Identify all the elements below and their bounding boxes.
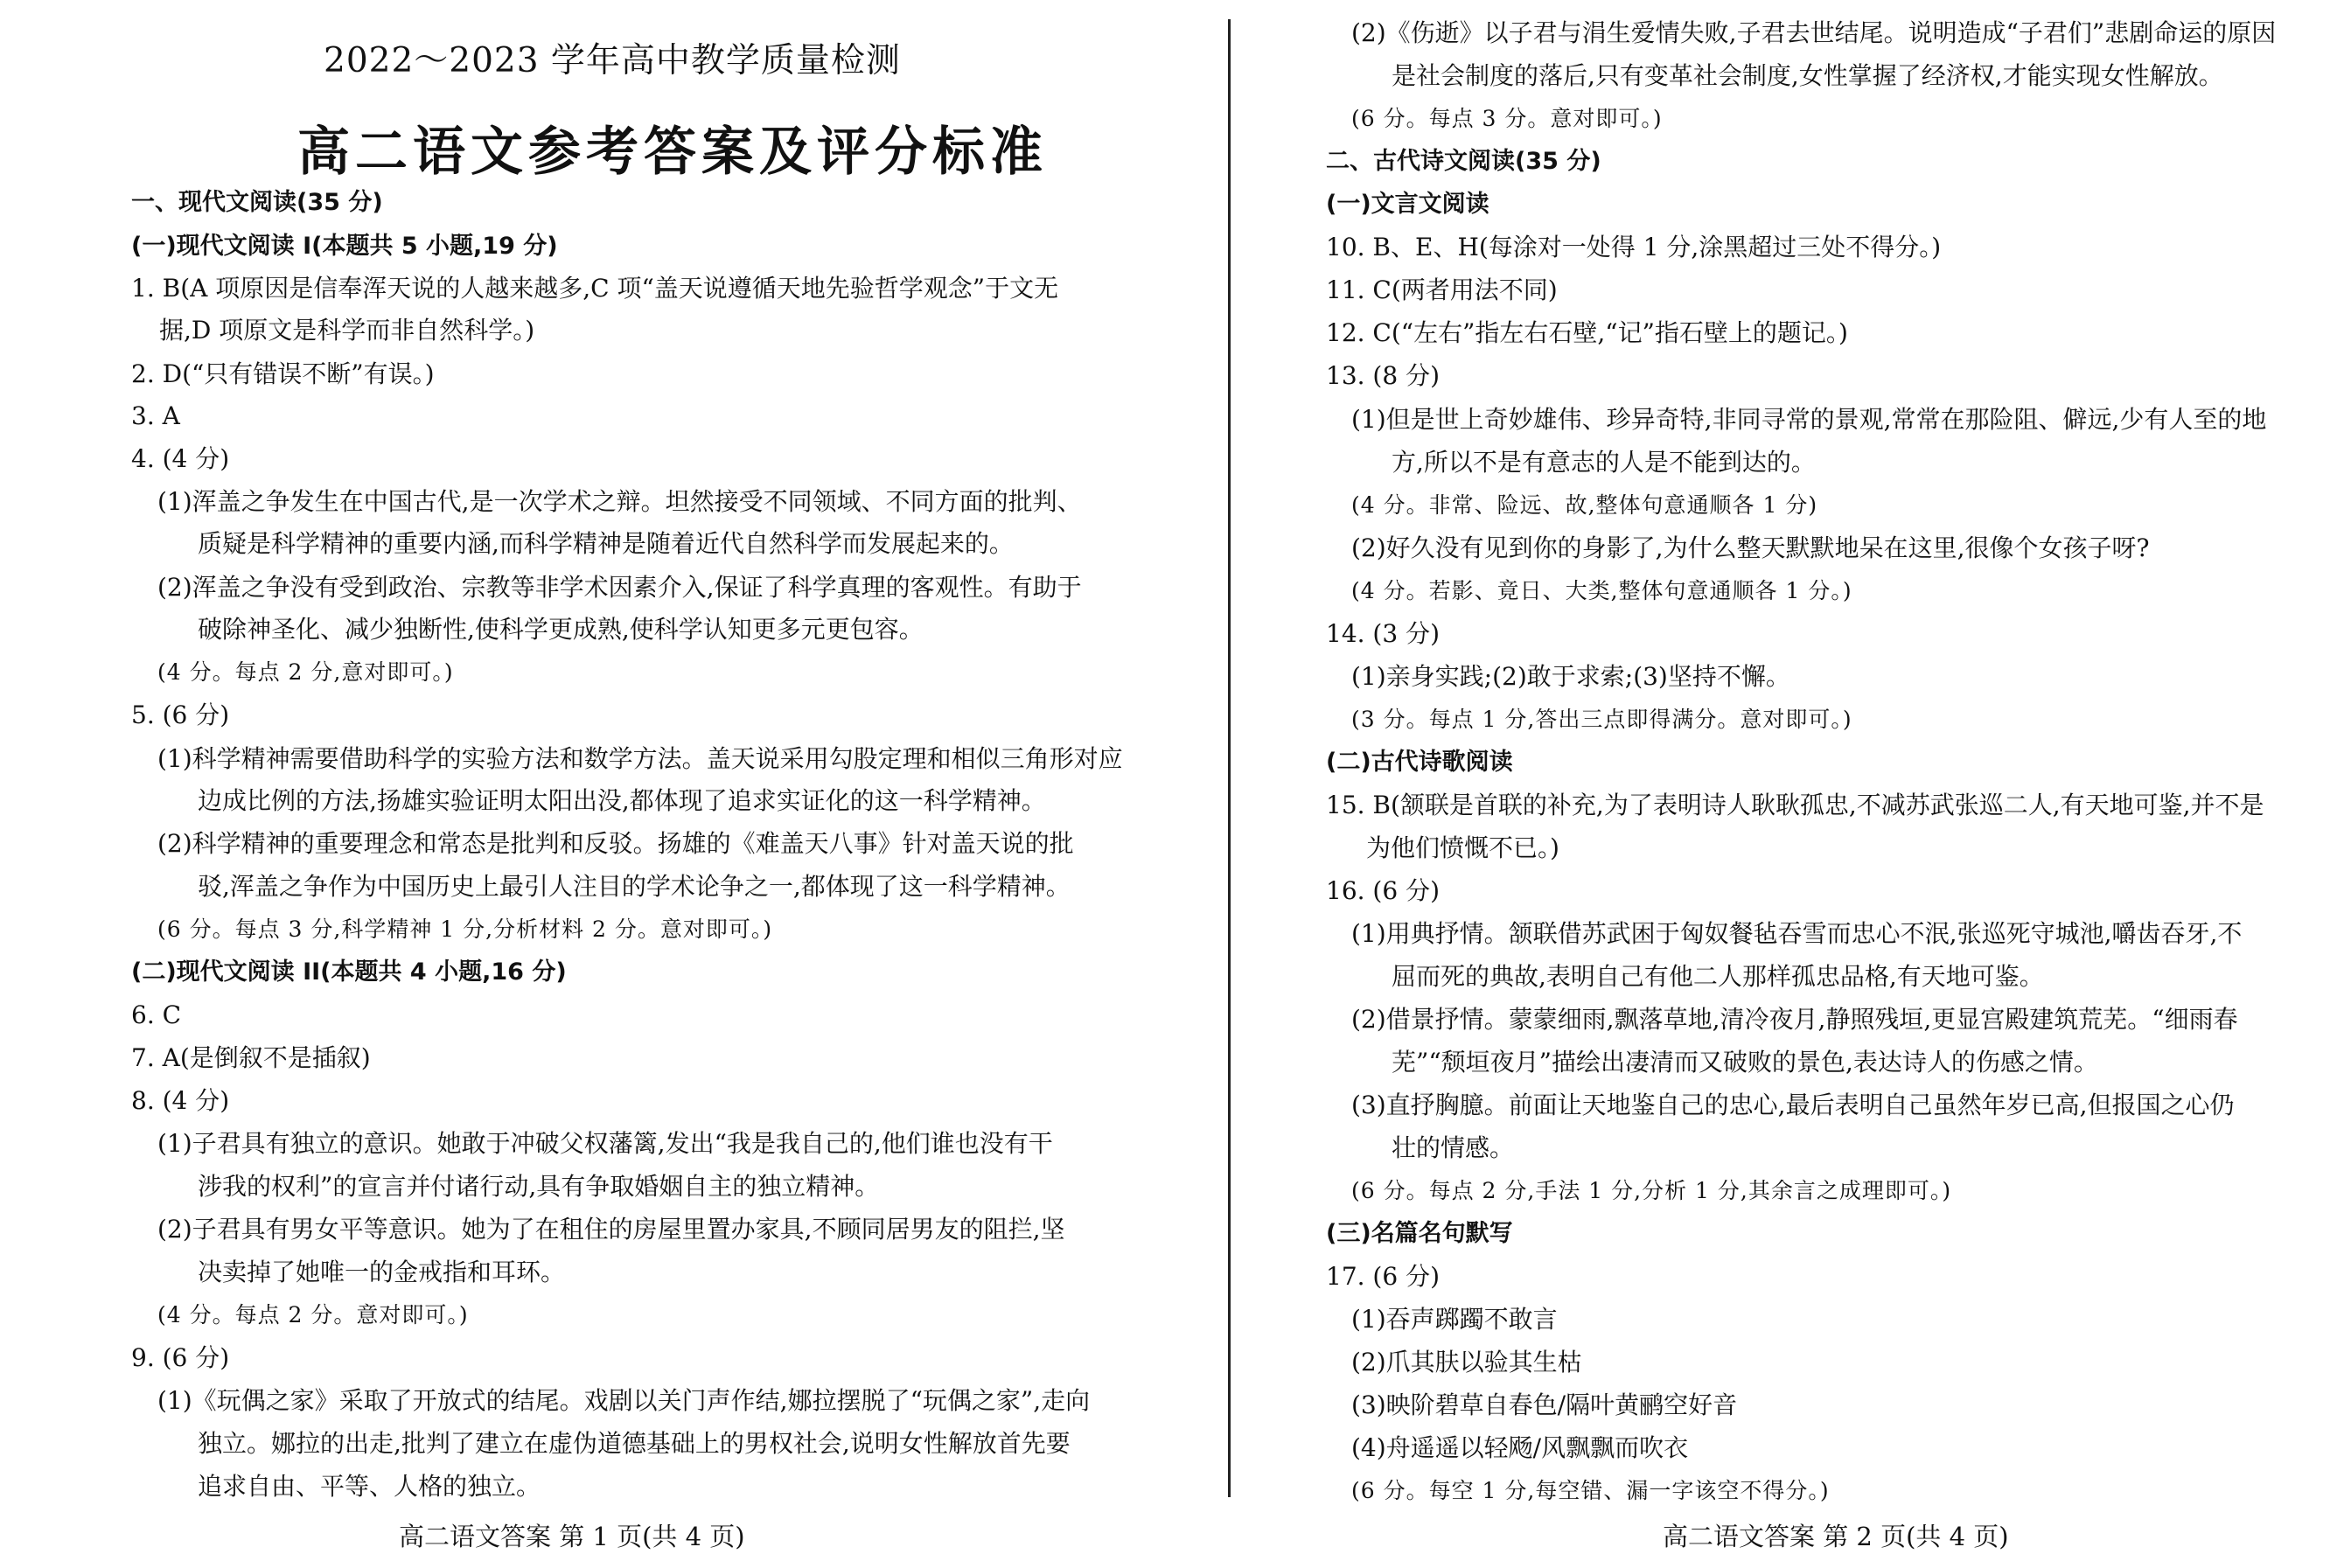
left-answer-line: 5. (6 分)	[131, 700, 230, 729]
right-section-heading: 二、古代诗文阅读(35 分)	[1326, 148, 1601, 175]
right-answer-line: 16. (6 分)	[1326, 876, 1440, 905]
left-answer-line: 据,D 项原文是科学而非自然科学。)	[159, 316, 535, 345]
left-answer-line: (2)浑盖之争没有受到政治、宗教等非学术因素介入,保证了科学真理的客观性。有助于	[157, 573, 1082, 602]
left-answer-line: 4. (4 分)	[131, 444, 230, 473]
right-answer-line: 15. B(颔联是首联的补充,为了表明诗人耿耿孤忠,不减苏武张巡二人,有天地可鉴,并不是	[1326, 791, 2264, 819]
left-answer-line: 6. C	[131, 1000, 182, 1029]
page-footer-2: 高二语文答案 第 2 页(共 4 页)	[1663, 1522, 2009, 1551]
left-section-heading: (一)现代文阅读 I(本题共 5 小题,19 分)	[131, 233, 558, 260]
right-answer-line: 为他们愤慨不已。)	[1366, 833, 1559, 862]
exam-subtitle: 2022～2023 学年高中教学质量检测	[324, 41, 901, 80]
right-section-heading: (三)名篇名句默写	[1326, 1220, 1513, 1247]
left-answer-line: 9. (6 分)	[131, 1343, 230, 1372]
right-answer-line: (1)吞声踯躅不敢言	[1351, 1305, 1558, 1334]
right-answer-line: (2)借景抒情。蒙蒙细雨,飘落草地,清冷夜月,静照残垣,更显宫殿建筑荒芜。“细雨春	[1351, 1005, 2238, 1034]
left-answer-line: 决卖掉了她唯一的金戒指和耳环。	[198, 1258, 566, 1286]
left-answer-line: 8. (4 分)	[131, 1086, 230, 1115]
right-answer-line: 壮的情感。	[1392, 1133, 1515, 1162]
left-answer-line: 破除神圣化、减少独断性,使科学更成熟,使科学认知更多元更包容。	[198, 615, 924, 644]
left-answer-line: 2. D(“只有错误不断”有误。)	[131, 359, 435, 388]
left-answer-line: (2)子君具有男女平等意识。她为了在租住的房屋里置办家具,不顾同居男友的阻拦,坚	[157, 1215, 1065, 1244]
right-answer-line: (3)直抒胸臆。前面让天地鉴自己的忠心,最后表明自己虽然年岁已高,但报国之心仍	[1351, 1091, 2235, 1119]
right-answer-line: (2)《伤逝》以子君与涓生爱情失败,子君去世结尾。说明造成“子君们”悲剧命运的原因	[1351, 18, 2277, 47]
left-section-heading: 一、现代文阅读(35 分)	[131, 189, 383, 216]
right-answer-line: 屈而死的典故,表明自己有他二人那样孤忠品格,有天地可鉴。	[1392, 962, 2044, 991]
left-answer-line: (1)《玩偶之家》采取了开放式的结尾。戏剧以关门声作结,娜拉摆脱了“玩偶之家”,走向	[157, 1386, 1091, 1415]
right-scoring-note: (6 分。每空 1 分,每空错、漏一字该空不得分。)	[1351, 1478, 1830, 1503]
left-scoring-note: (4 分。每点 2 分,意对即可。)	[157, 659, 454, 685]
right-answer-line: 11. C(两者用法不同)	[1326, 275, 1558, 304]
right-answer-line: 14. (3 分)	[1326, 619, 1440, 648]
left-answer-line: 7. A(是倒叙不是插叙)	[131, 1043, 371, 1072]
left-answer-line: 涉我的权利”的宣言并付诸行动,具有争取婚姻自主的独立精神。	[198, 1172, 880, 1201]
right-answer-line: (3)映阶碧草自春色/隔叶黄鹂空好音	[1351, 1390, 1738, 1419]
left-section-heading: (二)现代文阅读 II(本题共 4 小题,16 分)	[131, 958, 567, 986]
right-answer-line: 17. (6 分)	[1326, 1262, 1440, 1291]
right-scoring-note: (4 分。非常、险远、故,整体句意通顺各 1 分)	[1351, 492, 1818, 518]
left-answer-line: 驳,浑盖之争作为中国历史上最引人注目的学术论争之一,都体现了这一科学精神。	[198, 872, 1071, 901]
right-scoring-note: (4 分。若影、竟日、大类,整体句意通顺各 1 分。)	[1351, 578, 1852, 603]
right-answer-line: (1)用典抒情。颔联借苏武困于匈奴餐毡吞雪而忠心不泯,张巡死守城池,嚼齿吞牙,不	[1351, 919, 2243, 948]
right-answer-line: (2)好久没有见到你的身影了,为什么整天默默地呆在这里,很像个女孩子呀?	[1351, 533, 2150, 562]
document-title: 高二语文参考答案及评分标准	[297, 122, 1048, 183]
right-answer-line: (1)但是世上奇妙雄伟、珍异奇特,非同寻常的景观,常常在那险阻、僻远,少有人至的地	[1351, 405, 2267, 434]
right-scoring-note: (6 分。每点 2 分,手法 1 分,分析 1 分,其余言之成理即可。)	[1351, 1178, 1952, 1203]
left-answer-line: 追求自由、平等、人格的独立。	[198, 1472, 541, 1501]
left-answer-line: 3. A	[131, 401, 180, 430]
left-answer-line: 独立。娜拉的出走,批判了建立在虚伪道德基础上的男权社会,说明女性解放首先要	[198, 1429, 1071, 1458]
left-answer-line: 质疑是科学精神的重要内涵,而科学精神是随着近代自然科学而发展起来的。	[198, 529, 1014, 558]
left-answer-line: 边成比例的方法,扬雄实验证明太阳出没,都体现了追求实证化的这一科学精神。	[198, 786, 1046, 815]
right-answer-line: (1)亲身实践;(2)敢于求索;(3)坚持不懈。	[1351, 662, 1790, 691]
left-answer-line: (1)浑盖之争发生在中国古代,是一次学术之辩。坦然接受不同领域、不同方面的批判、	[157, 487, 1082, 516]
right-answer-line: (4)舟遥遥以轻飏/风飘飘而吹衣	[1351, 1433, 1689, 1462]
left-scoring-note: (6 分。每点 3 分,科学精神 1 分,分析材料 2 分。意对即可。)	[157, 916, 773, 942]
page-footer-1: 高二语文答案 第 1 页(共 4 页)	[399, 1522, 745, 1551]
right-section-heading: (二)古代诗歌阅读	[1326, 749, 1513, 776]
right-answer-line: 10. B、E、H(每涂对一处得 1 分,涂黑超过三处不得分。)	[1326, 233, 1942, 261]
right-answer-line: 是社会制度的落后,只有变革社会制度,女性掌握了经济权,才能实现女性解放。	[1392, 61, 2223, 90]
left-scoring-note: (4 分。每点 2 分。意对即可。)	[157, 1302, 469, 1328]
right-answer-line: 12. C(“左右”指左右石壁,“记”指石壁上的题记。)	[1326, 318, 1848, 347]
left-answer-line: (2)科学精神的重要理念和常态是批判和反驳。扬雄的《难盖天八事》针对盖天说的批	[157, 829, 1074, 858]
right-scoring-note: (6 分。每点 3 分。意对即可。)	[1351, 106, 1663, 131]
right-answer-line: 方,所以不是有意志的人是不能到达的。	[1392, 448, 1816, 477]
right-answer-line: 芜”“颓垣夜月”描绘出凄清而又破败的景色,表达诗人的伤感之情。	[1392, 1048, 2098, 1077]
right-answer-line: 13. (8 分)	[1326, 361, 1440, 390]
left-answer-line: 1. B(A 项原因是信奉浑天说的人越来越多,C 项“盖天说遵循天地先验哲学观念”于文无	[131, 274, 1059, 303]
left-answer-line: (1)科学精神需要借助科学的实验方法和数学方法。盖天说采用勾股定理和相似三角形对应	[157, 744, 1123, 773]
left-answer-line: (1)子君具有独立的意识。她敢于冲破父权藩篱,发出“我是我自己的,他们谁也没有干	[157, 1129, 1053, 1158]
right-answer-line: (2)爪其肤以验其生枯	[1351, 1348, 1582, 1376]
right-section-heading: (一)文言文阅读	[1326, 191, 1489, 218]
right-scoring-note: (3 分。每点 1 分,答出三点即得满分。意对即可。)	[1351, 707, 1852, 732]
